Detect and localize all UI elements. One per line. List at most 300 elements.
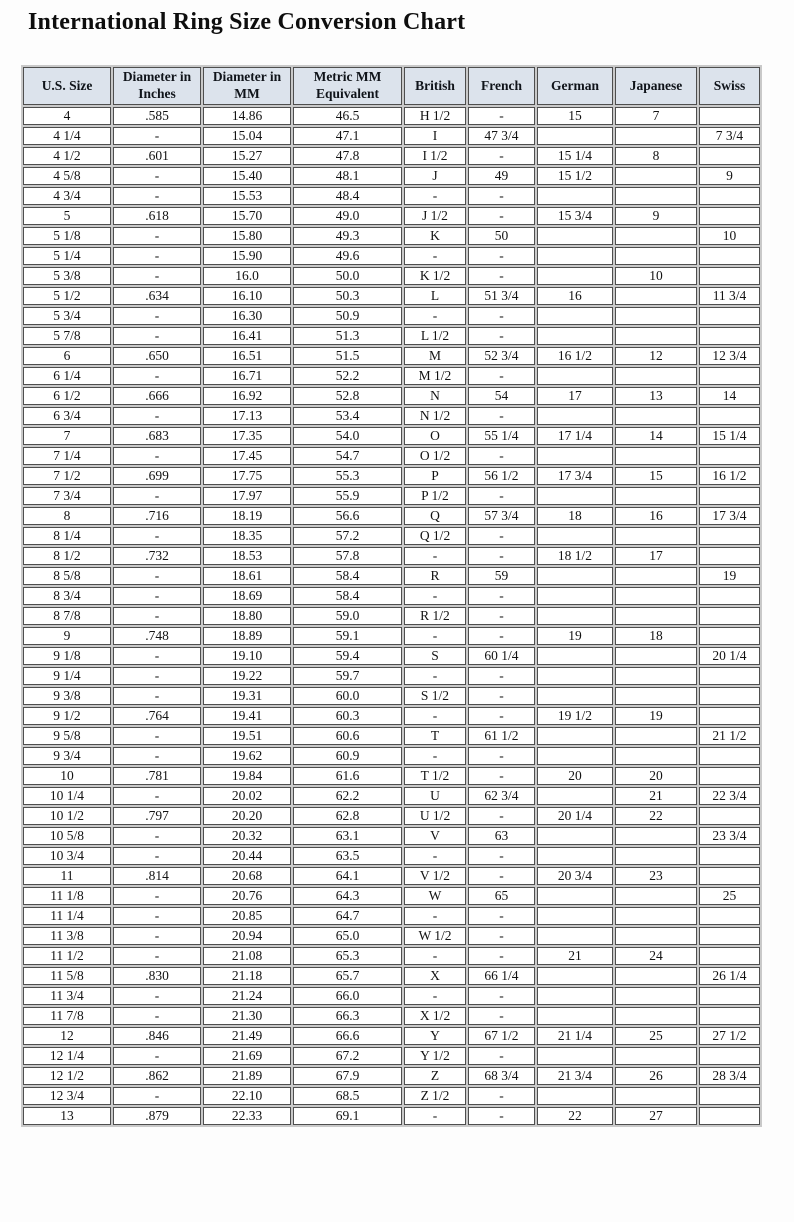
cell: - <box>468 267 535 285</box>
cell: - <box>113 847 201 865</box>
cell: - <box>113 227 201 245</box>
cell <box>699 627 760 645</box>
cell: - <box>404 627 466 645</box>
cell: - <box>468 747 535 765</box>
cell: 21 3/4 <box>537 1067 613 1085</box>
cell <box>615 727 697 745</box>
cell: 15.70 <box>203 207 291 225</box>
cell: 23 3/4 <box>699 827 760 845</box>
cell: 4 <box>23 107 111 125</box>
cell: - <box>404 587 466 605</box>
cell: - <box>113 1007 201 1025</box>
cell: 46.5 <box>293 107 402 125</box>
cell: 10 1/4 <box>23 787 111 805</box>
cell: 54.0 <box>293 427 402 445</box>
cell: 65.3 <box>293 947 402 965</box>
cell: 9 5/8 <box>23 727 111 745</box>
cell: 64.1 <box>293 867 402 885</box>
cell: 47.8 <box>293 147 402 165</box>
cell: 59.0 <box>293 607 402 625</box>
cell <box>699 707 760 725</box>
table-container <box>21 65 794 1127</box>
cell: 15 1/4 <box>537 147 613 165</box>
cell <box>615 747 697 765</box>
cell: - <box>468 607 535 625</box>
cell: H 1/2 <box>404 107 466 125</box>
cell <box>699 587 760 605</box>
table-row <box>23 507 760 525</box>
column-header-french: French <box>468 67 535 105</box>
cell <box>699 207 760 225</box>
cell: 23 <box>615 867 697 885</box>
cell: S 1/2 <box>404 687 466 705</box>
cell: 7 3/4 <box>23 487 111 505</box>
cell: 15 <box>537 107 613 125</box>
column-header-british: British <box>404 67 466 105</box>
cell: - <box>468 907 535 925</box>
cell: - <box>113 787 201 805</box>
cell: 18.53 <box>203 547 291 565</box>
cell: - <box>468 867 535 885</box>
cell <box>537 887 613 905</box>
cell: 19.84 <box>203 767 291 785</box>
cell: 52 3/4 <box>468 347 535 365</box>
cell: 9 1/4 <box>23 667 111 685</box>
cell: 9 1/8 <box>23 647 111 665</box>
cell: 17 <box>537 387 613 405</box>
cell: - <box>468 587 535 605</box>
cell: 26 <box>615 1067 697 1085</box>
cell <box>699 767 760 785</box>
cell: - <box>468 307 535 325</box>
cell: 15.04 <box>203 127 291 145</box>
cell <box>615 1087 697 1105</box>
cell: 9 <box>615 207 697 225</box>
cell: 17.97 <box>203 487 291 505</box>
cell: 62.2 <box>293 787 402 805</box>
cell: 15.53 <box>203 187 291 205</box>
cell: - <box>468 547 535 565</box>
cell: - <box>113 587 201 605</box>
page-title: International Ring Size Conversion Chart <box>28 9 466 35</box>
cell <box>537 1007 613 1025</box>
column-header-swiss: Swiss <box>699 67 760 105</box>
cell <box>699 187 760 205</box>
cell: - <box>468 687 535 705</box>
cell: 7 1/2 <box>23 467 111 485</box>
cell: 5 3/4 <box>23 307 111 325</box>
cell: 58.4 <box>293 567 402 585</box>
cell: .764 <box>113 707 201 725</box>
cell: - <box>468 207 535 225</box>
cell: 20.20 <box>203 807 291 825</box>
cell <box>537 247 613 265</box>
cell: 62.8 <box>293 807 402 825</box>
cell <box>537 567 613 585</box>
cell: 56.6 <box>293 507 402 525</box>
cell: 21.18 <box>203 967 291 985</box>
cell: - <box>113 247 201 265</box>
cell: 13 <box>615 387 697 405</box>
cell: - <box>404 847 466 865</box>
cell: 10 <box>699 227 760 245</box>
cell: 17 <box>615 547 697 565</box>
table-row <box>23 607 760 625</box>
cell <box>615 247 697 265</box>
cell: I 1/2 <box>404 147 466 165</box>
cell: .585 <box>113 107 201 125</box>
cell <box>615 287 697 305</box>
cell: - <box>404 307 466 325</box>
cell <box>699 987 760 1005</box>
table-row <box>23 787 760 805</box>
cell: 66.3 <box>293 1007 402 1025</box>
cell: L 1/2 <box>404 327 466 345</box>
cell: - <box>468 147 535 165</box>
cell: - <box>113 887 201 905</box>
cell: 11 <box>23 867 111 885</box>
cell: 51 3/4 <box>468 287 535 305</box>
cell: - <box>404 907 466 925</box>
cell: 18 <box>537 507 613 525</box>
cell: - <box>468 627 535 645</box>
cell <box>699 107 760 125</box>
cell: 61.6 <box>293 767 402 785</box>
table-row <box>23 1047 760 1065</box>
cell: .716 <box>113 507 201 525</box>
cell: - <box>468 327 535 345</box>
cell: 19 1/2 <box>537 707 613 725</box>
cell <box>699 867 760 885</box>
cell <box>699 1087 760 1105</box>
cell: - <box>113 367 201 385</box>
cell: 12 3/4 <box>699 347 760 365</box>
cell <box>699 527 760 545</box>
cell: 53.4 <box>293 407 402 425</box>
cell: - <box>113 127 201 145</box>
cell: 11 3/4 <box>699 287 760 305</box>
cell: N 1/2 <box>404 407 466 425</box>
cell: 63.1 <box>293 827 402 845</box>
table-row <box>23 987 760 1005</box>
cell: 54 <box>468 387 535 405</box>
cell: S <box>404 647 466 665</box>
cell: 17 3/4 <box>537 467 613 485</box>
cell: .781 <box>113 767 201 785</box>
cell: 20.68 <box>203 867 291 885</box>
cell: - <box>113 727 201 745</box>
table-row <box>23 947 760 965</box>
cell: 8 1/4 <box>23 527 111 545</box>
cell: 59 <box>468 567 535 585</box>
table-row <box>23 867 760 885</box>
cell: K <box>404 227 466 245</box>
table-row <box>23 487 760 505</box>
table-row <box>23 767 760 785</box>
cell: 57 3/4 <box>468 507 535 525</box>
cell: Q <box>404 507 466 525</box>
cell <box>615 447 697 465</box>
cell <box>615 607 697 625</box>
cell: 26 1/4 <box>699 967 760 985</box>
cell: 12 <box>23 1027 111 1045</box>
cell: W <box>404 887 466 905</box>
column-header-diameter-in-inches: Diameter in Inches <box>113 67 201 105</box>
table-row <box>23 667 760 685</box>
cell: .846 <box>113 1027 201 1045</box>
cell: 7 1/4 <box>23 447 111 465</box>
cell: 19.41 <box>203 707 291 725</box>
cell: - <box>468 707 535 725</box>
cell: - <box>404 1107 466 1125</box>
cell: 15 <box>615 467 697 485</box>
cell: 21.89 <box>203 1067 291 1085</box>
table-row <box>23 1067 760 1085</box>
cell <box>699 907 760 925</box>
cell <box>699 607 760 625</box>
cell: 52.8 <box>293 387 402 405</box>
cell: 20 1/4 <box>699 647 760 665</box>
table-row <box>23 1027 760 1045</box>
cell: .666 <box>113 387 201 405</box>
cell: 20.85 <box>203 907 291 925</box>
table-row <box>23 747 760 765</box>
cell: O <box>404 427 466 445</box>
header-row <box>23 67 760 105</box>
cell <box>537 687 613 705</box>
cell: 69.1 <box>293 1107 402 1125</box>
cell <box>699 807 760 825</box>
cell <box>699 367 760 385</box>
table-row <box>23 327 760 345</box>
cell <box>699 487 760 505</box>
cell: 21 <box>615 787 697 805</box>
cell: 68 3/4 <box>468 1067 535 1085</box>
cell: M <box>404 347 466 365</box>
cell <box>615 887 697 905</box>
cell: 57.8 <box>293 547 402 565</box>
cell <box>699 1047 760 1065</box>
table-row <box>23 107 760 125</box>
table-row <box>23 927 760 945</box>
cell: 13 <box>23 1107 111 1125</box>
cell <box>537 227 613 245</box>
table-row <box>23 907 760 925</box>
table-row <box>23 307 760 325</box>
cell: - <box>468 927 535 945</box>
cell: 7 <box>23 427 111 445</box>
cell: 64.3 <box>293 887 402 905</box>
cell <box>699 267 760 285</box>
table-row <box>23 627 760 645</box>
cell: - <box>468 1007 535 1025</box>
cell: .650 <box>113 347 201 365</box>
cell: 60.9 <box>293 747 402 765</box>
cell: 20.32 <box>203 827 291 845</box>
cell: 16 1/2 <box>699 467 760 485</box>
cell: - <box>113 527 201 545</box>
cell: 17.75 <box>203 467 291 485</box>
cell: 19 <box>615 707 697 725</box>
cell: 8 <box>615 147 697 165</box>
cell: 62 3/4 <box>468 787 535 805</box>
cell <box>699 847 760 865</box>
table-row <box>23 967 760 985</box>
cell: 16 <box>537 287 613 305</box>
cell: 15 1/4 <box>699 427 760 445</box>
cell: 25 <box>615 1027 697 1045</box>
table-row <box>23 347 760 365</box>
cell: - <box>113 907 201 925</box>
cell: 12 3/4 <box>23 1087 111 1105</box>
cell: .601 <box>113 147 201 165</box>
table-row <box>23 1087 760 1105</box>
cell: 55.3 <box>293 467 402 485</box>
cell: 6 1/2 <box>23 387 111 405</box>
cell: 4 3/4 <box>23 187 111 205</box>
table-body <box>23 107 760 1125</box>
cell <box>699 407 760 425</box>
cell: U <box>404 787 466 805</box>
cell <box>615 187 697 205</box>
table-row <box>23 447 760 465</box>
cell: .634 <box>113 287 201 305</box>
cell: - <box>404 947 466 965</box>
cell: V 1/2 <box>404 867 466 885</box>
table-row <box>23 267 760 285</box>
cell: .683 <box>113 427 201 445</box>
cell: 9 <box>23 627 111 645</box>
table-row <box>23 187 760 205</box>
cell: 60.3 <box>293 707 402 725</box>
cell <box>615 687 697 705</box>
cell: - <box>113 1047 201 1065</box>
cell: 49.6 <box>293 247 402 265</box>
cell: - <box>468 367 535 385</box>
cell: 66.6 <box>293 1027 402 1045</box>
cell: 11 5/8 <box>23 967 111 985</box>
cell: .879 <box>113 1107 201 1125</box>
cell: .830 <box>113 967 201 985</box>
cell: 20 <box>537 767 613 785</box>
cell: 16.0 <box>203 267 291 285</box>
cell: 10 <box>615 267 697 285</box>
cell <box>537 367 613 385</box>
cell <box>537 127 613 145</box>
cell: 20.02 <box>203 787 291 805</box>
cell: - <box>468 1087 535 1105</box>
table-row <box>23 687 760 705</box>
cell: 15 3/4 <box>537 207 613 225</box>
cell: - <box>404 987 466 1005</box>
cell <box>615 827 697 845</box>
cell: - <box>113 927 201 945</box>
cell: O 1/2 <box>404 447 466 465</box>
cell: 20 <box>615 767 697 785</box>
cell: - <box>468 847 535 865</box>
cell: .797 <box>113 807 201 825</box>
column-header-diameter-in-mm: Diameter in MM <box>203 67 291 105</box>
cell: 59.7 <box>293 667 402 685</box>
cell: 66.0 <box>293 987 402 1005</box>
cell <box>699 667 760 685</box>
cell: 50 <box>468 227 535 245</box>
table-row <box>23 467 760 485</box>
cell: V <box>404 827 466 845</box>
cell: 11 3/8 <box>23 927 111 945</box>
cell: .618 <box>113 207 201 225</box>
cell: - <box>113 687 201 705</box>
cell <box>615 587 697 605</box>
cell: - <box>468 487 535 505</box>
cell <box>537 667 613 685</box>
cell: 61 1/2 <box>468 727 535 745</box>
cell: 47 3/4 <box>468 127 535 145</box>
cell: 22 3/4 <box>699 787 760 805</box>
cell: 22.10 <box>203 1087 291 1105</box>
cell <box>537 927 613 945</box>
cell: T 1/2 <box>404 767 466 785</box>
cell: X <box>404 967 466 985</box>
cell: P <box>404 467 466 485</box>
cell: Z 1/2 <box>404 1087 466 1105</box>
cell <box>537 647 613 665</box>
cell: - <box>468 247 535 265</box>
table-row <box>23 587 760 605</box>
cell: - <box>113 267 201 285</box>
cell: T <box>404 727 466 745</box>
table-row <box>23 707 760 725</box>
cell: - <box>468 947 535 965</box>
column-header-german: German <box>537 67 613 105</box>
cell: - <box>113 947 201 965</box>
cell <box>699 547 760 565</box>
cell: 20.76 <box>203 887 291 905</box>
table-row <box>23 407 760 425</box>
cell: - <box>468 527 535 545</box>
cell: 51.3 <box>293 327 402 345</box>
cell: 19.51 <box>203 727 291 745</box>
table-row <box>23 207 760 225</box>
cell <box>537 187 613 205</box>
cell: 9 3/4 <box>23 747 111 765</box>
cell: 20 3/4 <box>537 867 613 885</box>
cell: 5 1/8 <box>23 227 111 245</box>
cell: Y <box>404 1027 466 1045</box>
cell: 15.27 <box>203 147 291 165</box>
cell <box>699 247 760 265</box>
cell: .732 <box>113 547 201 565</box>
cell: 21.69 <box>203 1047 291 1065</box>
cell: 20.44 <box>203 847 291 865</box>
cell: .814 <box>113 867 201 885</box>
table-row <box>23 727 760 745</box>
cell: - <box>468 807 535 825</box>
cell: 48.4 <box>293 187 402 205</box>
table-row <box>23 1107 760 1125</box>
cell: 15.40 <box>203 167 291 185</box>
table-row <box>23 1007 760 1025</box>
cell: - <box>468 767 535 785</box>
cell: 18.80 <box>203 607 291 625</box>
cell: 8 5/8 <box>23 567 111 585</box>
cell: - <box>113 567 201 585</box>
cell <box>615 967 697 985</box>
table-row <box>23 887 760 905</box>
cell: - <box>468 107 535 125</box>
cell: P 1/2 <box>404 487 466 505</box>
cell: - <box>113 1087 201 1105</box>
